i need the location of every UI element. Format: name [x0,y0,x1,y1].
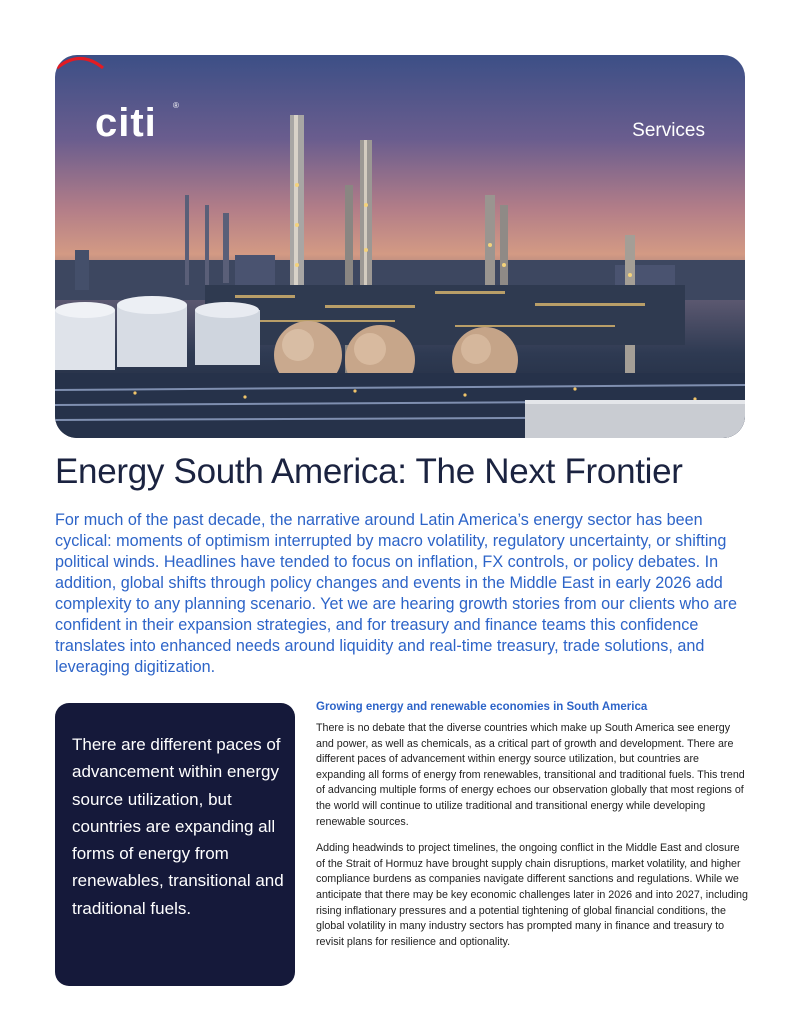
intro-paragraph: For much of the past decade, the narrative around Latin America’s energy sector has been cyclical: moments of optimism interrupted by macro volatility, regulatory uncertainty, or shifting political winds. Headlines have tended to focus on inflation, FX controls, or policy debates. In addition, global shifts through policy changes and events in the Middle East in early 2026 add complexity to any planning scenario. Yet we are hearing growth stories from our clients who are confident in their expansion strategies, and for treasury and finance teams this confidence translates into enhanced needs around liquidity and real-time treasury, trade solutions, and leveraging digitization. [55,511,738,676]
citi-logo-arc-icon [55,55,105,69]
section-label: Services [632,120,705,141]
citi-logo[interactable]: citi [95,101,157,145]
body-paragraph: There is no debate that the diverse countries which make up South America see energy and power, as well as chemicals, as a critical part of growth and development. There are different paces of advancement within energy source utilization, but countries are expanding all forms of energy from renewables, transitional and traditional fuels. This trend of advancing multiple forms of energy echoes our observation globally that most regions of the world will continue to utilize traditional and transitional energy while developing renewable sources. [316,722,745,828]
hero-image [55,55,745,438]
refinery-photo [55,55,745,438]
pull-quote-box [55,703,295,986]
page-title: Energy South America: The Next Frontier [55,452,683,491]
section-heading: Growing energy and renewable economies in South America [316,701,648,713]
pull-quote: There are different paces of advancement within energy source utilization, but countries are expanding all forms of energy from renewables, transitional and traditional fuels. [72,735,284,918]
body-column [316,701,748,961]
registered-mark: ® [173,101,179,110]
body-paragraph: Adding headwinds to project timelines, the ongoing conflict in the Middle East and closure of the Strait of Hormuz have brought supply chain disruptions, market volatility, and higher compliance burdens as companies navigate different sanctions and regulations. While we anticipate that there may be key economic challenges later in 2026 and into 2027, including rising inflationary pressures and a potential tightening of global financial conditions, the global volatility in many industry sectors has prompted many in finance and treasury to revisit plans for resilience and optionality. [316,842,748,948]
